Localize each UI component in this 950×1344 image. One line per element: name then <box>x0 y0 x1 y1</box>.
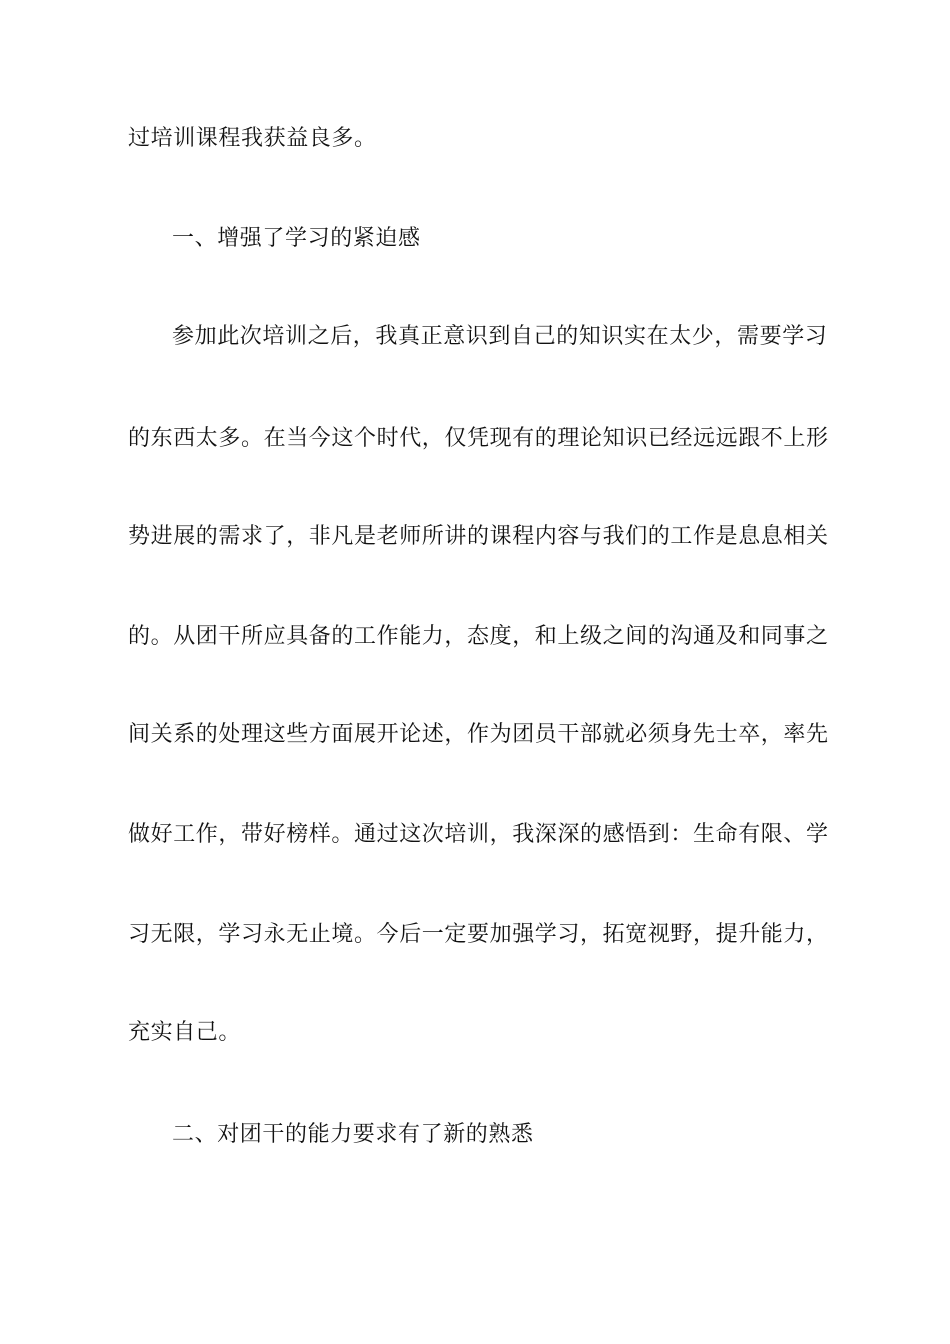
paragraph-line: 做好工作，带好榜样。通过这次培训，我深深的感悟到：生命有限、学 <box>128 822 829 847</box>
paragraph-line: 过培训课程我获益良多。 <box>128 126 377 151</box>
paragraph-line: 势进展的需求了，非凡是老师所讲的课程内容与我们的工作是息息相关 <box>128 524 829 549</box>
paragraph-line: 充实自己。 <box>128 1020 242 1045</box>
section-heading-1: 一、增强了学习的紧迫感 <box>172 226 421 251</box>
paragraph-line: 的。从团干所应具备的工作能力，态度，和上级之间的沟通及和同事之 <box>128 624 829 649</box>
paragraph-line: 习无限，学习永无止境。今后一定要加强学习，拓宽视野，提升能力， <box>128 922 829 947</box>
section-heading-2: 二、对团干的能力要求有了新的熟悉 <box>172 1122 534 1147</box>
paragraph-line: 参加此次培训之后，我真正意识到自己的知识实在太少，需要学习 <box>172 324 828 349</box>
paragraph-line: 的东西太多。在当今这个时代，仅凭现有的理论知识已经远远跟不上形 <box>128 426 829 451</box>
paragraph-line: 间关系的处理这些方面展开论述，作为团员干部就必须身先士卒，率先 <box>128 722 829 747</box>
